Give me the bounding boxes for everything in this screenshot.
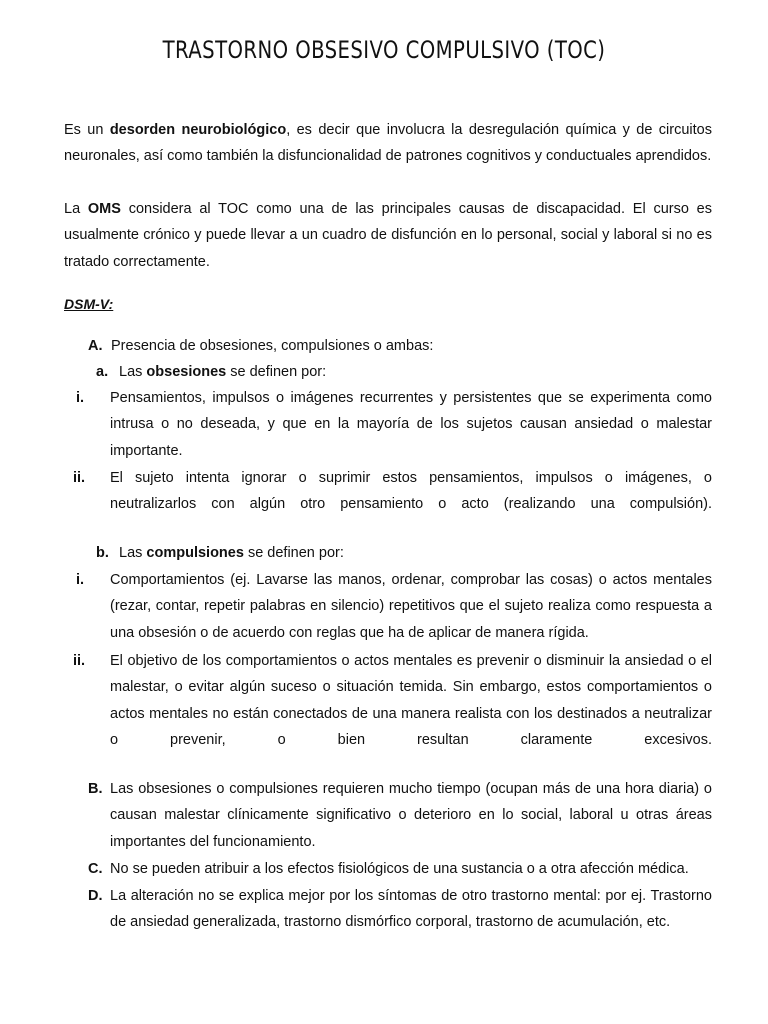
criterion-marker: B. <box>88 781 103 797</box>
criterion-marker: A. <box>88 338 103 354</box>
list-item-text: El sujeto intenta ignorar o suprimir estos pensamientos, impulsos o imágenes, o neutralizarlos con algún otro pensamiento o acto (realizando una compulsión). <box>110 470 712 513</box>
roman-marker: ii. <box>73 470 86 486</box>
sub-bold-term: obsesiones <box>146 364 227 380</box>
roman-marker: i. <box>76 390 85 406</box>
sub-criterion-marker: b. <box>96 545 109 561</box>
criterion-text: No se pueden atribuir a los efectos fisiológicos de una sustancia o a otra afección médica. <box>110 861 689 877</box>
sub-text: se definen por: <box>243 545 344 561</box>
intro-bold-term: OMS <box>87 201 121 217</box>
dsm-heading: DSM-V: <box>64 296 114 312</box>
intro-text: , es decir que involucra la desregulación química y de circuitos neuronales, así como también la disfuncionalidad de patrones cognitivos y conductuales aprendidos. <box>64 122 712 165</box>
sub-text: Las <box>119 545 147 561</box>
sub-bold-term: compulsiones <box>146 545 244 561</box>
roman-marker: ii. <box>73 653 86 669</box>
list-item-text: Comportamientos (ej. Lavarse las manos, ordenar, comprobar las cosas) o actos mentales (rezar, contar, repetir palabras en silencio) repetitivos que el sujeto realiza como respuesta a una obsesión o de acuerdo con reglas que ha de aplicar de manera rígida. <box>110 572 712 641</box>
page-title: TRASTORNO OBSESIVO COMPULSIVO (TOC) <box>162 36 606 64</box>
list-item-text: Pensamientos, impulsos o imágenes recurrentes y persistentes que se experimenta como intrusa o no deseada, y que en la mayoría de los sujetos causan ansiedad o malestar importante. <box>110 390 712 459</box>
intro-paragraph-2 <box>64 196 712 275</box>
criterion-text: La alteración no se explica mejor por los síntomas de otro trastorno mental: por ej. Trastorno de ansiedad generalizada, trastorno dismórfico corporal, trastorno de acumulación, etc. <box>110 888 712 931</box>
sub-text: se definen por: <box>226 364 327 380</box>
intro-text: considera al TOC como una de las principales causas de discapacidad. El curso es usualmente crónico y puede llevar a un cuadro de disfunción en lo personal, social y laboral si no es tratado correctamente. <box>64 201 712 270</box>
intro-text: La <box>64 201 88 217</box>
criterion-text: Las obsesiones o compulsiones requieren mucho tiempo (ocupan más de una hora diaria) o causan malestar clínicamente significativo o deterioro en lo social, laboral u otras áreas importantes del funcionamiento. <box>110 781 712 850</box>
intro-paragraph-1 <box>64 117 712 170</box>
intro-text: Es un <box>64 122 110 138</box>
criterion-text: Presencia de obsesiones, compulsiones o ambas: <box>111 338 434 354</box>
sub-criterion-marker: a. <box>96 364 109 380</box>
list-item-text: El objetivo de los comportamientos o actos mentales es prevenir o disminuir la ansiedad o el malestar, o evitar algún suceso o situación temida. Sin embargo, estos comportamientos o actos mentales no están conectados de una manera realista con los destinados a neutralizar o prevenir, o bien resultan claramente excesivos. <box>110 653 712 749</box>
sub-criterion-text <box>119 540 344 566</box>
sub-text: Las <box>119 364 147 380</box>
intro-bold-term: desorden neurobiológico <box>109 122 287 138</box>
criterion-marker: C. <box>88 861 103 877</box>
sub-criterion-text <box>119 359 326 385</box>
roman-marker: i. <box>76 572 85 588</box>
criterion-marker: D. <box>88 888 103 904</box>
